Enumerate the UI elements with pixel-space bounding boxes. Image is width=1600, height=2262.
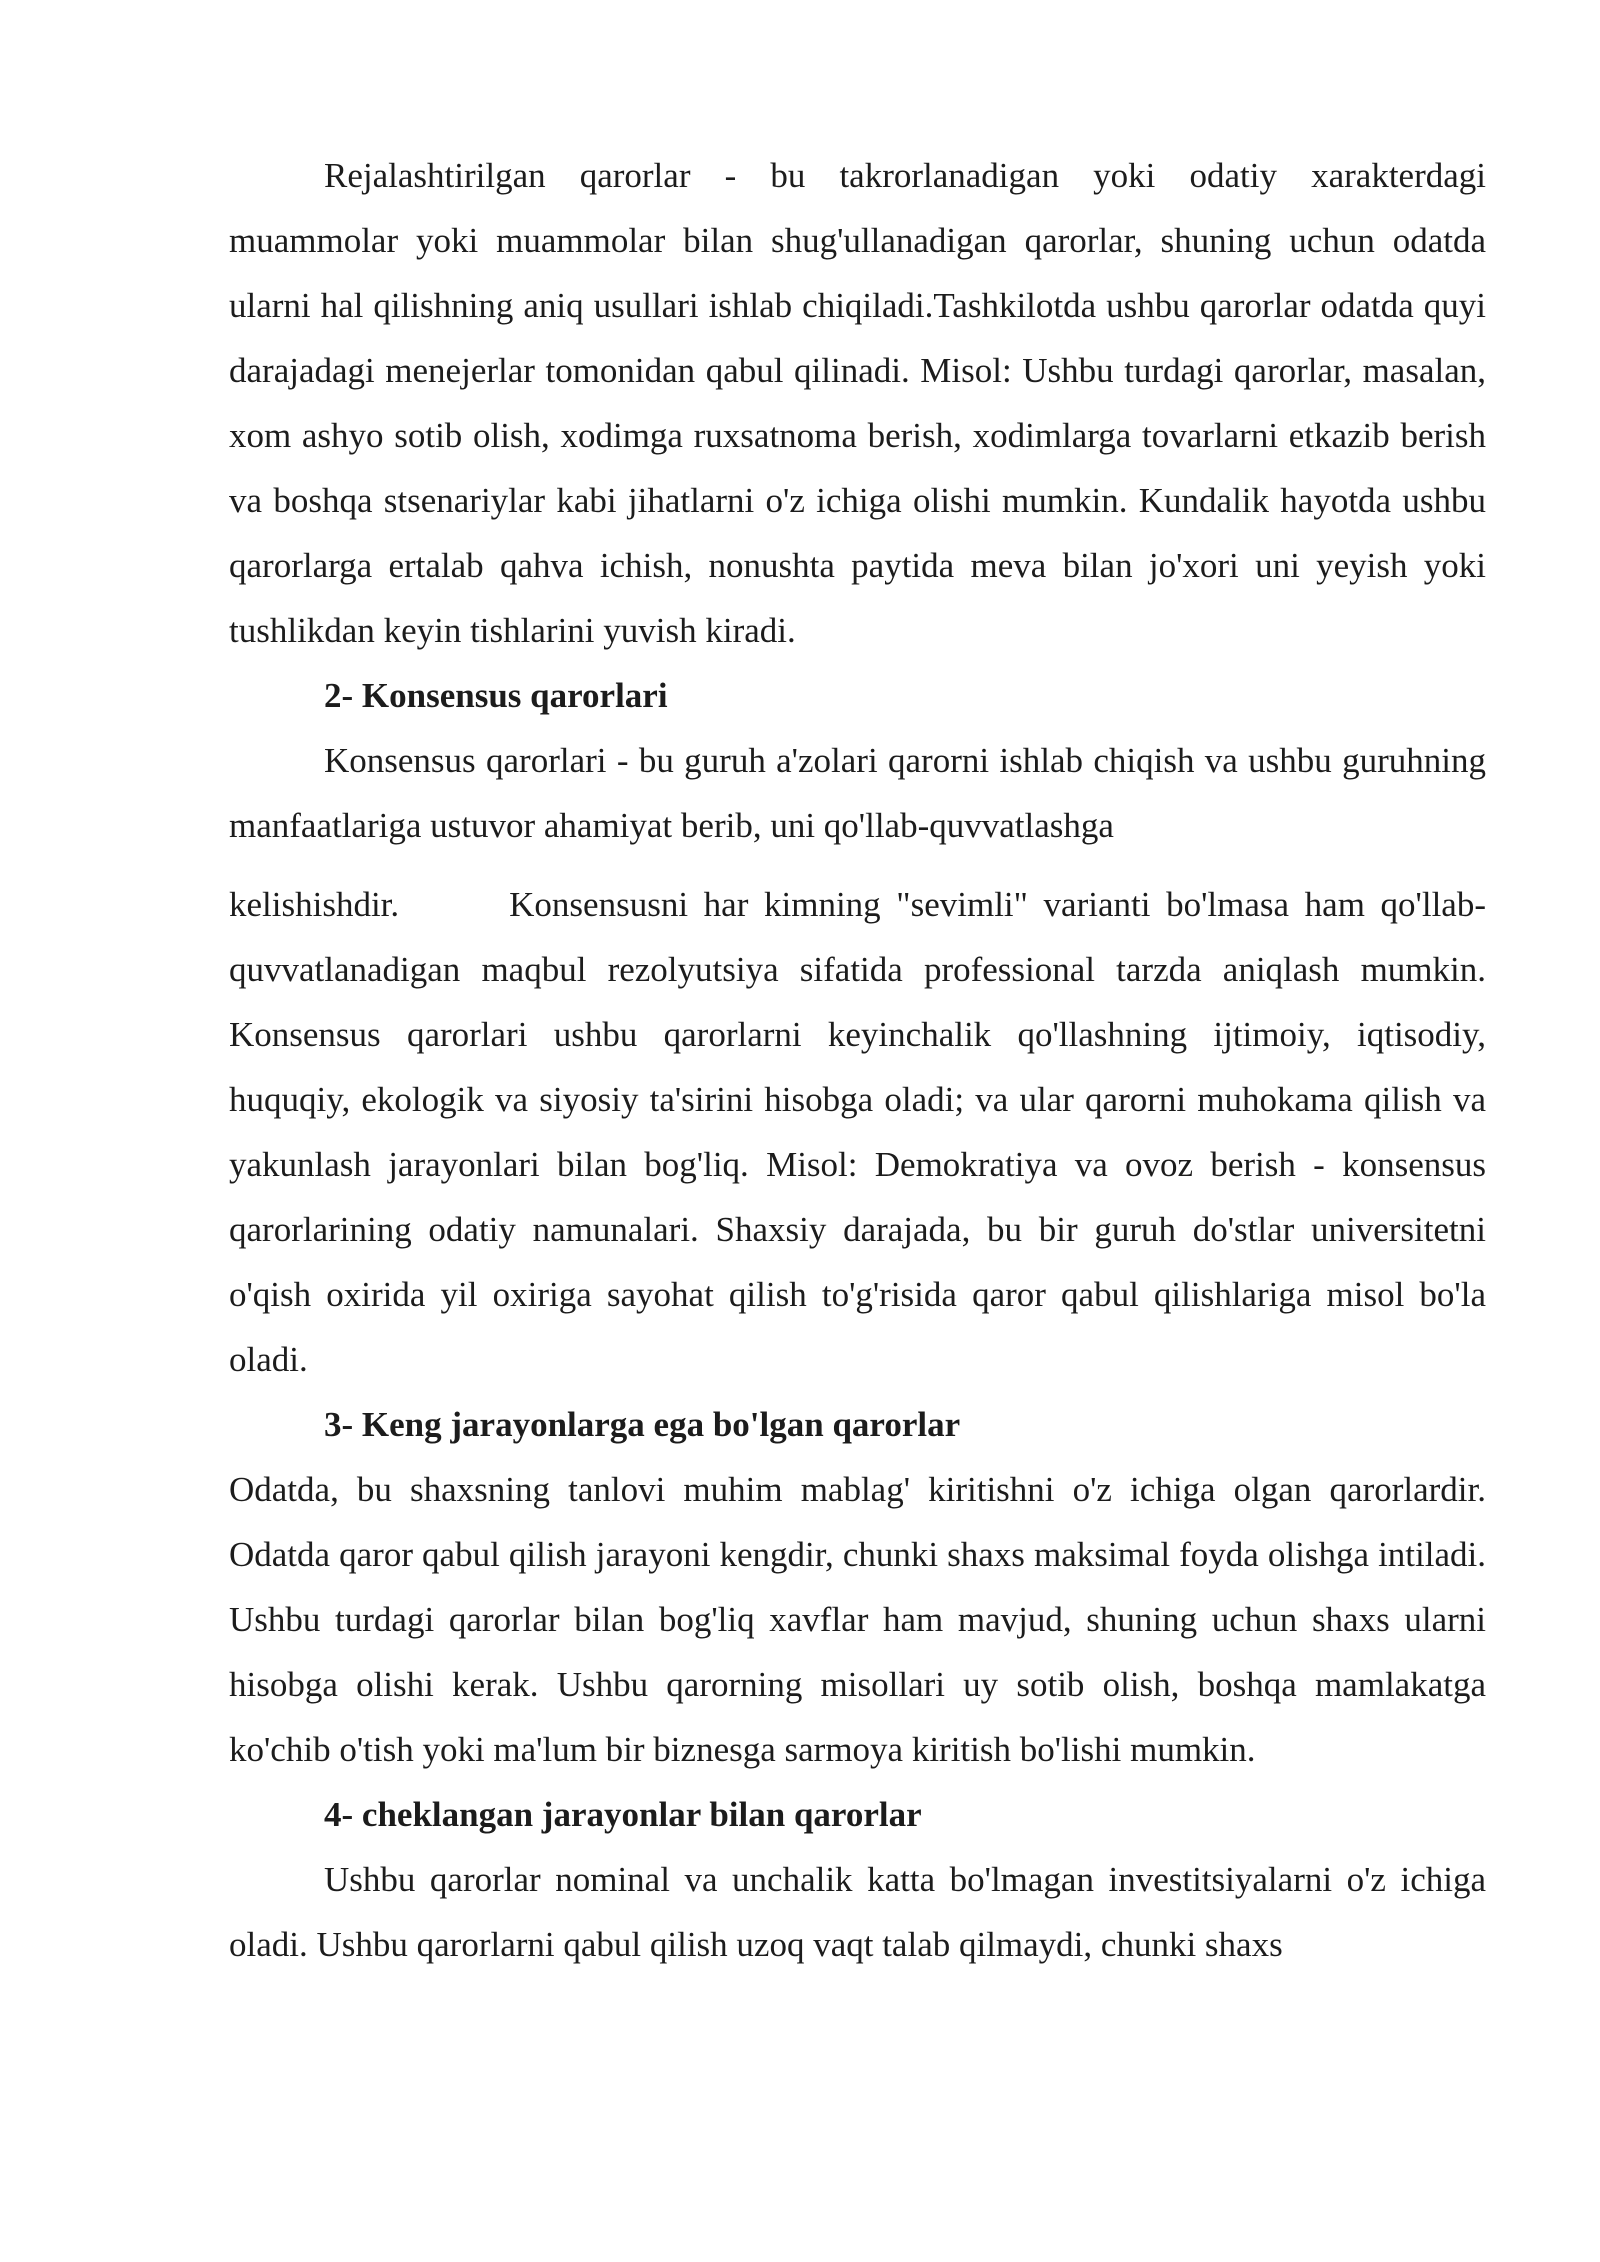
paragraph-consensus-start: kelishishdir.	[229, 885, 400, 924]
paragraph-planned-decisions: Rejalashtirilgan qarorlar - bu takrorlanadigan yoki odatiy xarakterdagi muammolar yoki muammolar bilan shug'ullanadigan qarorlar, shuning uchun odatda ularni hal qilishning aniq usullari ishlab chiqiladi.Tashkilotda ushbu qarorlar odatda quyi darajadagi menejerlar tomonidan qabul qilinadi. Misol: Ushbu turdagi qarorlar, masalan, xom ashyo sotib olish, xodimga ruxsatnoma berish, xodimlarga tovarlarni etkazib berish va boshqa stsenariylar kabi jihatlarni o'z ichiga olishi mumkin. Kundalik hayotda ushbu qarorlarga ertalab qahva ichish, nonushta paytida meva bilan jo'xori uni yeyish yoki tushlikdan keyin tishlarini yuvish kiradi.	[229, 156, 1486, 650]
paragraph-extensive-decisions: Odatda, bu shaxsning tanlovi muhim mablag' kiritishni o'z ichiga olgan qarorlardir. Odatda qaror qabul qilish jarayoni kengdir, chunki shaxs maksimal foyda olishga intiladi. Ushbu turdagi qarorlar bilan bog'liq xavflar ham mavjud, shuning uchun shaxs ularni hisobga olishi kerak. Ushbu qarorning misollari uy sotib olish, boshqa mamlakatga ko'chib o'tish yoki ma'lum bir biznesga sarmoya kiritish bo'lishi mumkin.	[229, 1470, 1486, 1769]
paragraph-consensus-intro: Konsensus qarorlari - bu guruh a'zolari qarorni ishlab chiqish va ushbu guruhning manfaatlariga ustuvor ahamiyat berib, uni qo'llab-quvvatlashga	[229, 741, 1486, 845]
paragraph-consensus-body	[229, 872, 1486, 1392]
heading-consensus-decisions: 2- Konsensus qarorlari	[324, 676, 668, 715]
paragraph-limited-decisions: Ushbu qarorlar nominal va unchalik katta bo'lmagan investitsiyalarni o'z ichiga oladi. Ushbu qarorlarni qabul qilish uzoq vaqt talab qilmaydi, chunki shaxs	[229, 1860, 1486, 1964]
heading-limited-decisions: 4- cheklangan jarayonlar bilan qarorlar	[324, 1795, 922, 1834]
heading-extensive-decisions: 3- Keng jarayonlarga ega bo'lgan qarorlar	[324, 1405, 961, 1444]
document-page	[229, 143, 1486, 1977]
paragraph-consensus-rest: Konsensusni har kimning "sevimli" varianti bo'lmasa ham qo'llab-quvvatlanadigan maqbul rezolyutsiya sifatida professional tarzda aniqlash mumkin. Konsensus qarorlari ushbu qarorlarni keyinchalik qo'llashning ijtimoiy, iqtisodiy, huquqiy, ekologik va siyosiy ta'sirini hisobga oladi; va ular qarorni muhokama qilish va yakunlash jarayonlari bilan bog'liq. Misol: Demokratiya va ovoz berish - konsensus qarorlarining odatiy namunalari. Shaxsiy darajada, bu bir guruh do'stlar universitetni o'qish oxirida yil oxiriga sayohat qilish to'g'risida qaror qabul qilishlariga misol bo'la oladi.	[229, 885, 1486, 1379]
